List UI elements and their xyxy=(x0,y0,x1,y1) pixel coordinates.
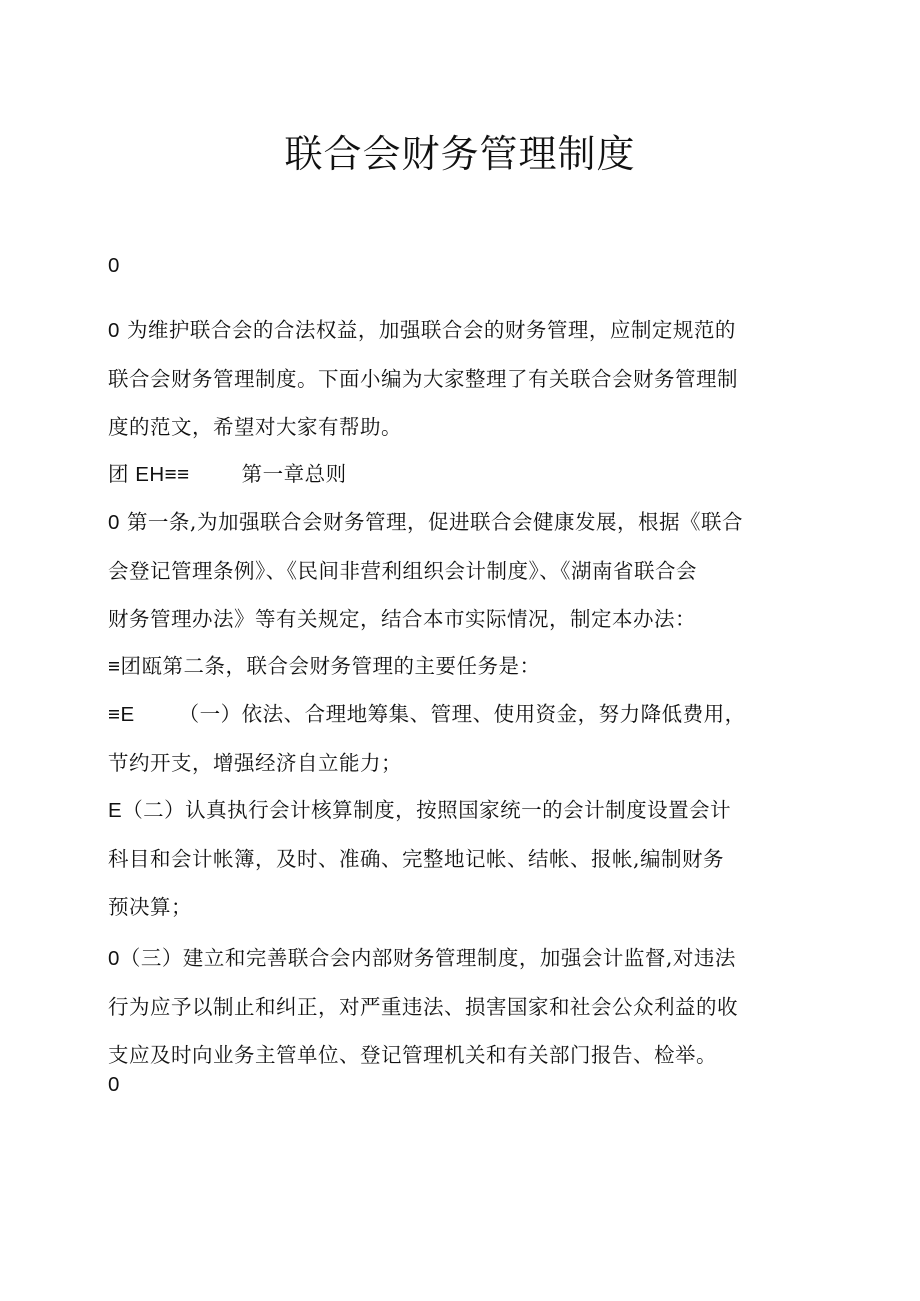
chapter-heading xyxy=(108,450,812,499)
ocr-mark: 0 xyxy=(108,1073,120,1096)
text-line: 行为应予以制止和纠正，对严重违法、损害国家和社会公众利益的收 xyxy=(108,995,738,1019)
text-line: 科目和会计帐簿，及时、准确、完整地记帐、结帐、报帐,编制财务 xyxy=(108,847,725,871)
text-line: 预决算； xyxy=(108,895,192,919)
ocr-mark: ≡团瓯 xyxy=(108,655,163,678)
trailing-marker xyxy=(108,1060,812,1109)
paragraph-marker xyxy=(108,241,812,290)
article-2-paragraph xyxy=(108,642,812,691)
ocr-mark: 0 xyxy=(108,511,120,534)
ocr-mark: 0 xyxy=(108,254,120,277)
text-line: 联合会财务管理制度。下面小编为大家整理了有关联合会财务管理制 xyxy=(108,367,738,391)
ocr-mark: E xyxy=(108,799,123,822)
item-2-paragraph xyxy=(108,786,812,931)
text-line: 支应及时向业务主管单位、登记管理机关和有关部门报告、检举。 xyxy=(108,1043,717,1067)
ocr-mark: 0 xyxy=(108,319,120,342)
text-line: （一）依法、合理地筹集、管理、使用资金，努力降低费用， xyxy=(178,702,746,726)
ocr-mark: ≡E xyxy=(108,703,135,726)
text-line: 第一条,为加强联合会财务管理，促进联合会健康发展，根据《联合 xyxy=(126,510,743,534)
article-1-paragraph xyxy=(108,498,812,643)
intro-paragraph xyxy=(108,306,812,451)
text-line: （二）认真执行会计核算制度，按照国家统一的会计制度设置会计 xyxy=(122,798,732,822)
document-title: 联合会财务管理制度 xyxy=(284,132,636,176)
ocr-mark: 0 xyxy=(108,947,120,970)
chapter-title: 第一章总则 xyxy=(241,462,347,486)
ocr-mark: 团 EH≡≡ xyxy=(108,463,190,486)
text-line: （三）建立和完善联合会内部财务管理制度，加强会计监督,对违法 xyxy=(119,946,736,970)
text-line: 度的范文，希望对大家有帮助。 xyxy=(108,415,402,439)
text-line: 会登记管理条例》、《民间非营利组织会计制度》、《湖南省联合会 xyxy=(108,559,697,583)
text-line: 财务管理办法》等有关规定，结合本市实际情况，制定本办法： xyxy=(108,607,696,631)
text-line: 为维护联合会的合法权益，加强联合会的财务管理，应制定规范的 xyxy=(126,318,736,342)
item-1-paragraph xyxy=(108,690,812,787)
text-line: 节约开支，增强经济自立能力； xyxy=(108,751,402,775)
text-line: 第二条，联合会财务管理的主要任务是： xyxy=(162,654,541,678)
item-3-paragraph xyxy=(108,934,812,1079)
